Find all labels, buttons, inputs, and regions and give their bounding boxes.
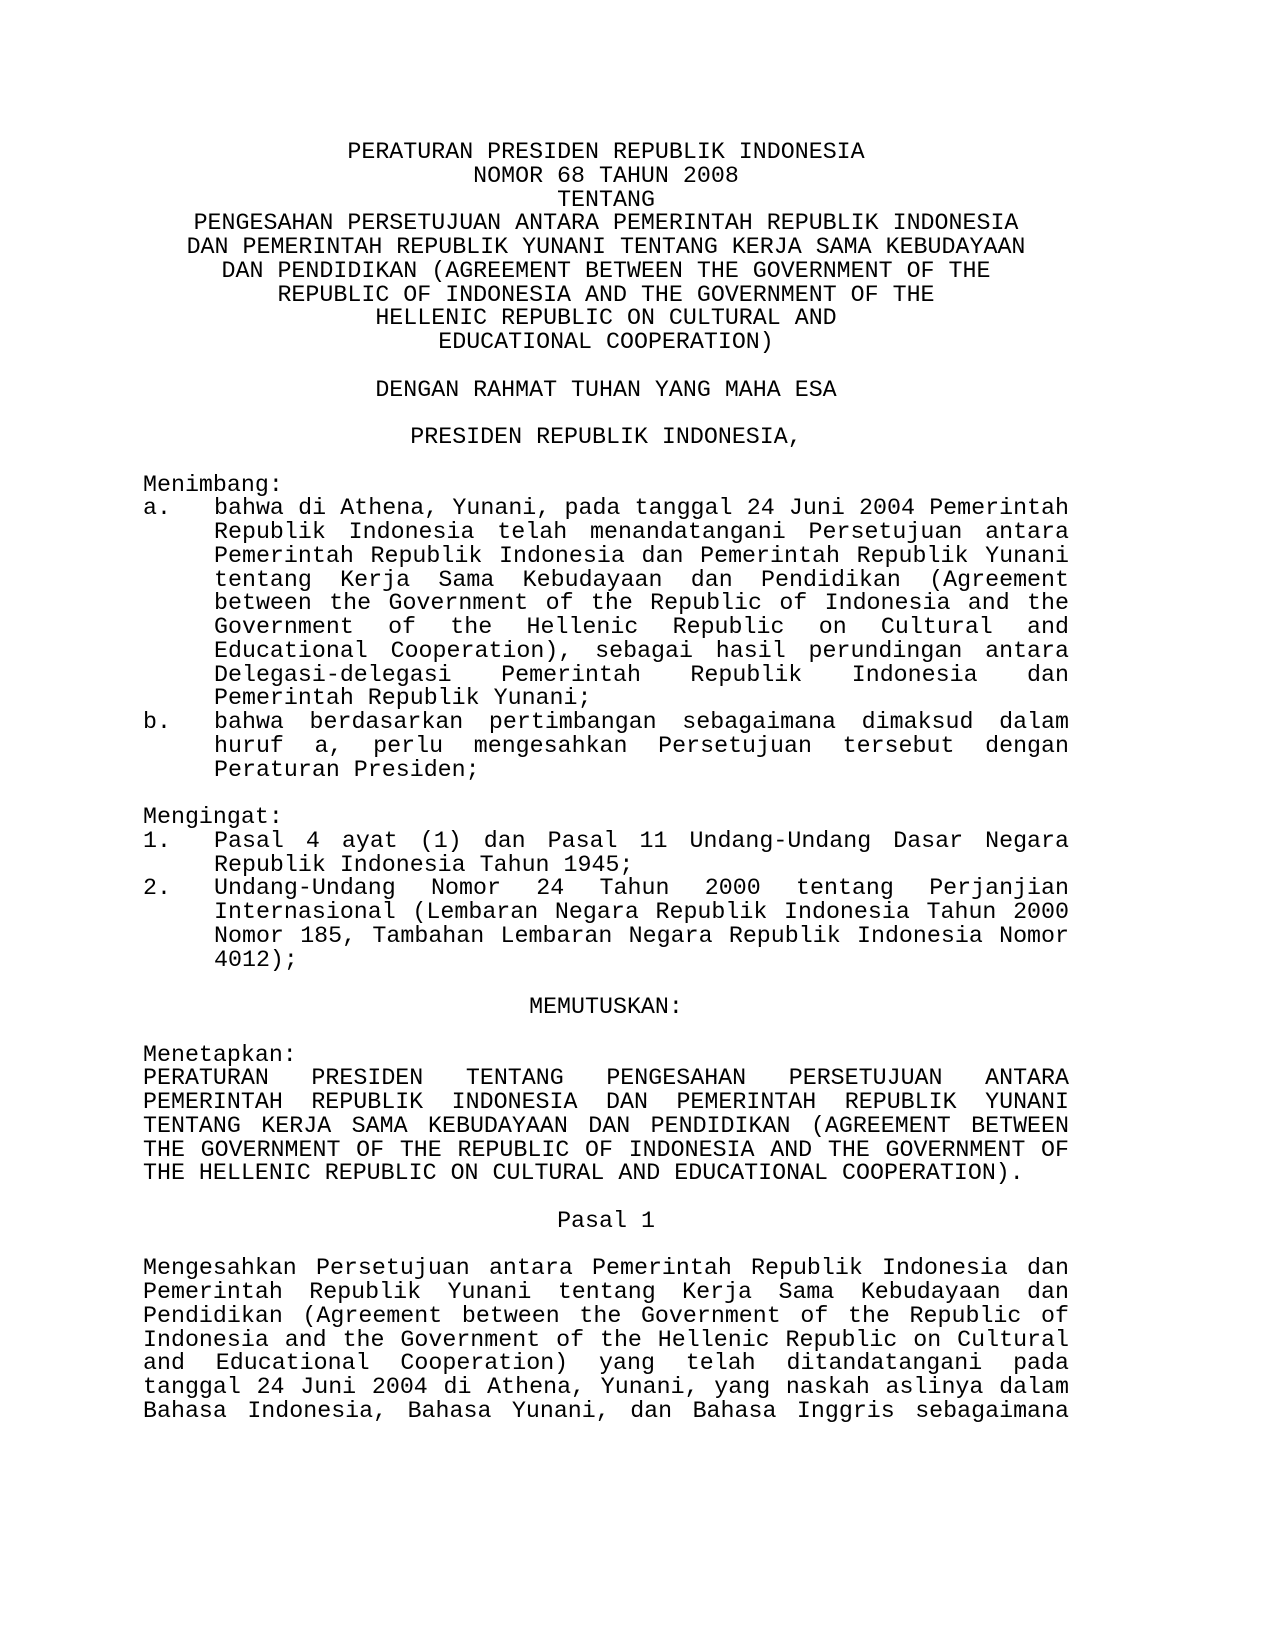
list-marker (143, 925, 214, 949)
line-text: Menetapkan: (143, 1041, 297, 1068)
document-line (143, 711, 1069, 735)
list-marker (143, 901, 214, 925)
document-line (143, 1207, 1069, 1234)
list-marker: 2. (143, 875, 171, 902)
line-text: bahwa berdasarkan pertimbangan sebagaimana dimaksud dalam (214, 709, 1069, 735)
list-marker (143, 640, 214, 664)
document-line (143, 212, 1069, 236)
line-text: Pemerintah Republik Yunani tentang Kerja Sama Kebudayaan dan (143, 1279, 1069, 1305)
line-text: Educational Cooperation), sebagai hasil perundingan antara (214, 637, 1069, 664)
line-text: Mengesahkan Persetujuan antara Pemerintah Republik Indonesia dan (143, 1255, 1069, 1282)
line-text: NOMOR 68 TAHUN 2008 (473, 162, 739, 189)
list-marker (143, 592, 214, 616)
line-text: Pemerintah Republik Indonesia dan Pemerintah Republik Yunani (214, 542, 1069, 569)
line-text: bahwa di Athena, Yunani, pada tanggal 24 Juni 2004 Pemerintah (214, 495, 1069, 522)
document-line (143, 877, 1069, 901)
document-line (143, 307, 1069, 331)
line-text: tentang Kerja Sama Kebudayaan dan Pendidikan (Agreement (214, 566, 1069, 593)
document-line (143, 376, 1069, 403)
document-line (143, 162, 1069, 189)
blank-line (143, 1186, 1069, 1210)
line-text: PEMERINTAH REPUBLIK INDONESIA DAN PEMERINTAH REPUBLIK YUNANI (143, 1089, 1069, 1115)
document-line (143, 637, 1069, 664)
line-text: Republik Indonesia telah menandatangani Persetujuan antara (214, 519, 1069, 545)
document-line (143, 1112, 1069, 1139)
line-text: DENGAN RAHMAT TUHAN YANG MAHA ESA (375, 376, 837, 403)
document-line (143, 1326, 1069, 1353)
line-text: THE GOVERNMENT OF THE REPUBLIC OF INDONESIA AND THE GOVERNMENT OF (143, 1136, 1069, 1163)
line-text: HELLENIC REPUBLIC ON CULTURAL AND (375, 305, 837, 332)
list-marker: 1. (143, 827, 171, 854)
document-line (143, 141, 1069, 165)
line-text: between the Government of the Republic of Indonesia and the (214, 590, 1069, 617)
line-text: Peraturan Presiden; (214, 756, 480, 783)
line-text: REPUBLIC OF INDONESIA AND THE GOVERNMENT OF THE (277, 281, 935, 308)
document-line (143, 806, 1069, 830)
document-line (143, 257, 1069, 284)
document-line (143, 996, 1069, 1020)
line-text: Pendidikan (Agreement between the Government of the Republic of (143, 1302, 1069, 1329)
document-line (143, 1281, 1069, 1305)
line-text (143, 782, 1069, 806)
document-line (143, 616, 1069, 640)
line-text: TENTANG (557, 186, 655, 213)
document-page (143, 141, 1069, 1424)
line-text: Menimbang: (143, 471, 283, 498)
line-text: Government of the Hellenic Republic on Cultural and (214, 614, 1069, 640)
line-text (143, 355, 1069, 379)
list-marker (143, 735, 214, 759)
document-line (143, 1257, 1069, 1281)
document-line (143, 1302, 1069, 1329)
document-line (143, 331, 1069, 355)
list-marker (143, 569, 214, 593)
line-text: TENTANG KERJA SAMA KEBUDAYAAN DAN PENDIDIKAN (AGREEMENT BETWEEN (143, 1112, 1069, 1139)
line-text: Undang-Undang Nomor 24 Tahun 2000 tentang Perjanjian (214, 875, 1069, 902)
list-marker: a. (143, 495, 171, 522)
document-line (143, 1162, 1069, 1186)
list-marker (143, 759, 214, 783)
list-marker (143, 616, 214, 640)
line-text (143, 1234, 1069, 1258)
line-text: Pasal 4 ayat (1) dan Pasal 11 Undang-Undang Dasar Negara (214, 827, 1069, 854)
line-text (143, 1186, 1069, 1210)
blank-line (143, 1020, 1069, 1044)
line-text: Indonesia and the Government of the Hellenic Republic on Cultural (143, 1326, 1069, 1353)
document-line (143, 592, 1069, 616)
document-line (143, 901, 1069, 925)
line-text: PERATURAN PRESIDEN TENTANG PENGESAHAN PERSETUJUAN ANTARA (143, 1065, 1069, 1092)
document-line (143, 1376, 1069, 1400)
blank-line (143, 355, 1069, 379)
list-marker (143, 545, 214, 569)
line-text: Pemerintah Republik Yunani; (214, 685, 592, 712)
list-marker (143, 854, 214, 878)
line-text: DAN PENDIDIKAN (AGREEMENT BETWEEN THE GOVERNMENT OF THE (221, 257, 991, 284)
document-line (143, 1397, 1069, 1424)
document-line (143, 851, 1069, 878)
line-text (143, 1020, 1069, 1044)
document-line (143, 236, 1069, 260)
line-text: Nomor 185, Tambahan Lembaran Negara Republik Indonesia Nomor (214, 922, 1069, 949)
line-text: PENGESAHAN PERSETUJUAN ANTARA PEMERINTAH REPUBLIK INDONESIA (193, 210, 1019, 237)
document-line (143, 566, 1069, 593)
document-line (143, 946, 1069, 973)
document-line (143, 687, 1069, 711)
blank-line (143, 450, 1069, 474)
document-line (143, 1041, 1069, 1068)
document-line (143, 1136, 1069, 1163)
line-text (143, 402, 1069, 426)
list-marker (143, 521, 214, 545)
line-text: Internasional (Lembaran Negara Republik Indonesia Tahun 2000 (214, 899, 1069, 925)
document-line (143, 661, 1069, 688)
list-marker: b. (143, 709, 171, 735)
list-marker (143, 687, 214, 711)
document-line (143, 281, 1069, 308)
line-text (143, 450, 1069, 474)
line-text: PRESIDEN REPUBLIK INDONESIA, (410, 424, 802, 450)
line-text: huruf a, perlu mengesahkan Persetujuan tersebut dengan (214, 732, 1069, 759)
document-line (143, 756, 1069, 783)
document-line (143, 471, 1069, 498)
line-text: Mengingat: (143, 804, 283, 830)
document-line (143, 497, 1069, 521)
document-line (143, 1067, 1069, 1091)
document-line (143, 186, 1069, 213)
line-text: tanggal 24 Juni 2004 di Athena, Yunani, yang naskah aslinya dalam (143, 1374, 1069, 1400)
line-text: Delegasi-delegasi Pemerintah Republik Indonesia dan (214, 661, 1069, 688)
line-text (143, 972, 1069, 996)
line-text: MEMUTUSKAN: (529, 994, 683, 1020)
list-marker (143, 949, 214, 973)
list-marker (143, 664, 214, 688)
document-line (143, 1091, 1069, 1115)
line-text: PERATURAN PRESIDEN REPUBLIK INDONESIA (347, 139, 865, 165)
line-text: and Educational Cooperation) yang telah ditandatangani pada (143, 1350, 1069, 1377)
blank-line (143, 972, 1069, 996)
blank-line (143, 1234, 1069, 1258)
document-line (143, 542, 1069, 569)
blank-line (143, 782, 1069, 806)
line-text: Pasal 1 (557, 1207, 655, 1234)
line-text: EDUCATIONAL COOPERATION) (438, 329, 774, 355)
document-line (143, 521, 1069, 545)
line-text: DAN PEMERINTAH REPUBLIK YUNANI TENTANG KERJA SAMA KEBUDAYAAN (186, 234, 1026, 260)
document-line (143, 732, 1069, 759)
document-line (143, 1352, 1069, 1376)
line-text: Republik Indonesia Tahun 1945; (214, 851, 634, 878)
document-line (143, 426, 1069, 450)
line-text: Bahasa Indonesia, Bahasa Yunani, dan Bahasa Inggris sebagaimana (143, 1397, 1069, 1424)
document-line (143, 922, 1069, 949)
blank-line (143, 402, 1069, 426)
document-line (143, 827, 1069, 854)
line-text: 4012); (214, 946, 298, 973)
line-text: THE HELLENIC REPUBLIC ON CULTURAL AND EDUCATIONAL COOPERATION). (143, 1160, 1024, 1187)
